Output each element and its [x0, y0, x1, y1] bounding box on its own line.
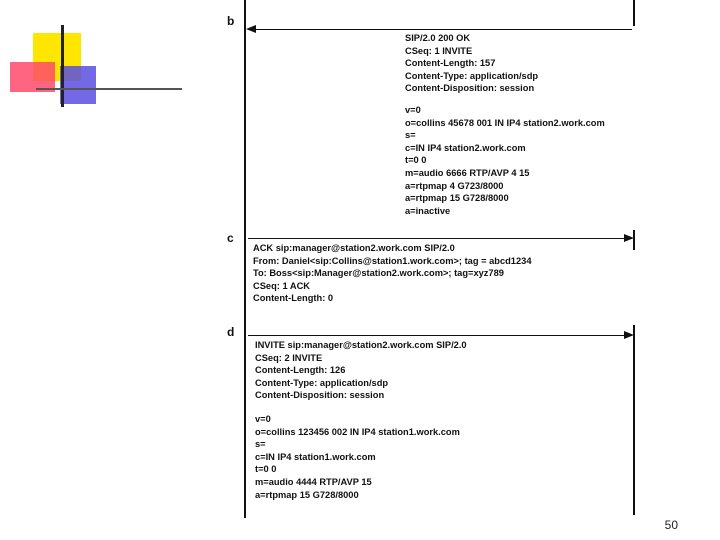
- message-line: s=: [255, 439, 266, 450]
- arrowhead-d: [624, 331, 634, 339]
- message-line: a=rtpmap 15 G728/8000: [405, 193, 509, 204]
- message-b-header: [405, 32, 538, 95]
- message-line: a=rtpmap 15 G728/8000: [255, 489, 359, 500]
- message-b-body: [405, 104, 605, 217]
- logo-blue-square: [60, 66, 96, 104]
- callee-lifeline-bottom: [633, 325, 635, 515]
- message-line: v=0: [255, 414, 271, 424]
- message-line: SIP/2.0 200 OK: [405, 33, 471, 43]
- message-d-header: [255, 339, 467, 402]
- message-line: To: Boss<sip:Manager@station2.work.com>; tag=xyz789: [253, 268, 504, 279]
- arrowhead-b: [246, 25, 256, 33]
- message-line: t=0 0: [255, 464, 277, 475]
- message-line: From: Daniel<sip:Collins@station1.work.com>; tag = abcd1234: [253, 255, 532, 266]
- message-line: a=rtpmap 4 G723/8000: [405, 180, 504, 191]
- message-d-body: [255, 413, 460, 501]
- message-line: CSeq: 2 INVITE: [255, 352, 323, 363]
- message-line: m=audio 6666 RTP/AVP 4 15: [405, 167, 530, 178]
- message-line: c=IN IP4 station2.work.com: [405, 142, 526, 153]
- step-label-d: d: [227, 325, 235, 339]
- logo-vertical-line: [61, 25, 64, 107]
- message-line: Content-Length: 0: [253, 293, 334, 304]
- arrowhead-c: [624, 234, 634, 242]
- message-line: Content-Type: application/sdp: [405, 70, 539, 81]
- message-line: Content-Disposition: session: [405, 83, 535, 94]
- message-line: s=: [405, 130, 416, 141]
- message-line: a=inactive: [405, 205, 451, 216]
- arrow-d: [248, 335, 632, 336]
- message-c-header: [253, 242, 532, 305]
- message-line: CSeq: 1 ACK: [253, 280, 310, 291]
- caller-lifeline: [244, 0, 246, 518]
- callee-lifeline-top: [633, 0, 635, 26]
- message-line: o=collins 45678 001 IN IP4 station2.work.com: [405, 117, 605, 128]
- message-line: INVITE sip:manager@station2.work.com SIP/2.0: [255, 340, 467, 350]
- message-line: t=0 0: [405, 155, 427, 166]
- arrow-c: [248, 238, 632, 239]
- message-line: Content-Type: application/sdp: [255, 377, 389, 388]
- message-line: Content-Length: 126: [255, 365, 346, 376]
- message-line: CSeq: 1 INVITE: [405, 45, 473, 56]
- message-line: m=audio 4444 RTP/AVP 15: [255, 476, 372, 487]
- message-line: v=0: [405, 105, 421, 115]
- arrow-b: [248, 29, 632, 30]
- message-line: ACK sip:manager@station2.work.com SIP/2.0: [253, 243, 455, 253]
- message-line: Content-Length: 157: [405, 58, 496, 69]
- message-line: c=IN IP4 station1.work.com: [255, 451, 376, 462]
- step-label-c: c: [227, 231, 234, 245]
- message-line: o=collins 123456 002 IN IP4 station1.work.com: [255, 426, 460, 437]
- page-number: 50: [664, 518, 678, 532]
- message-line: Content-Disposition: session: [255, 390, 385, 401]
- step-label-b: b: [227, 14, 235, 28]
- logo-horizontal-line: [36, 88, 182, 90]
